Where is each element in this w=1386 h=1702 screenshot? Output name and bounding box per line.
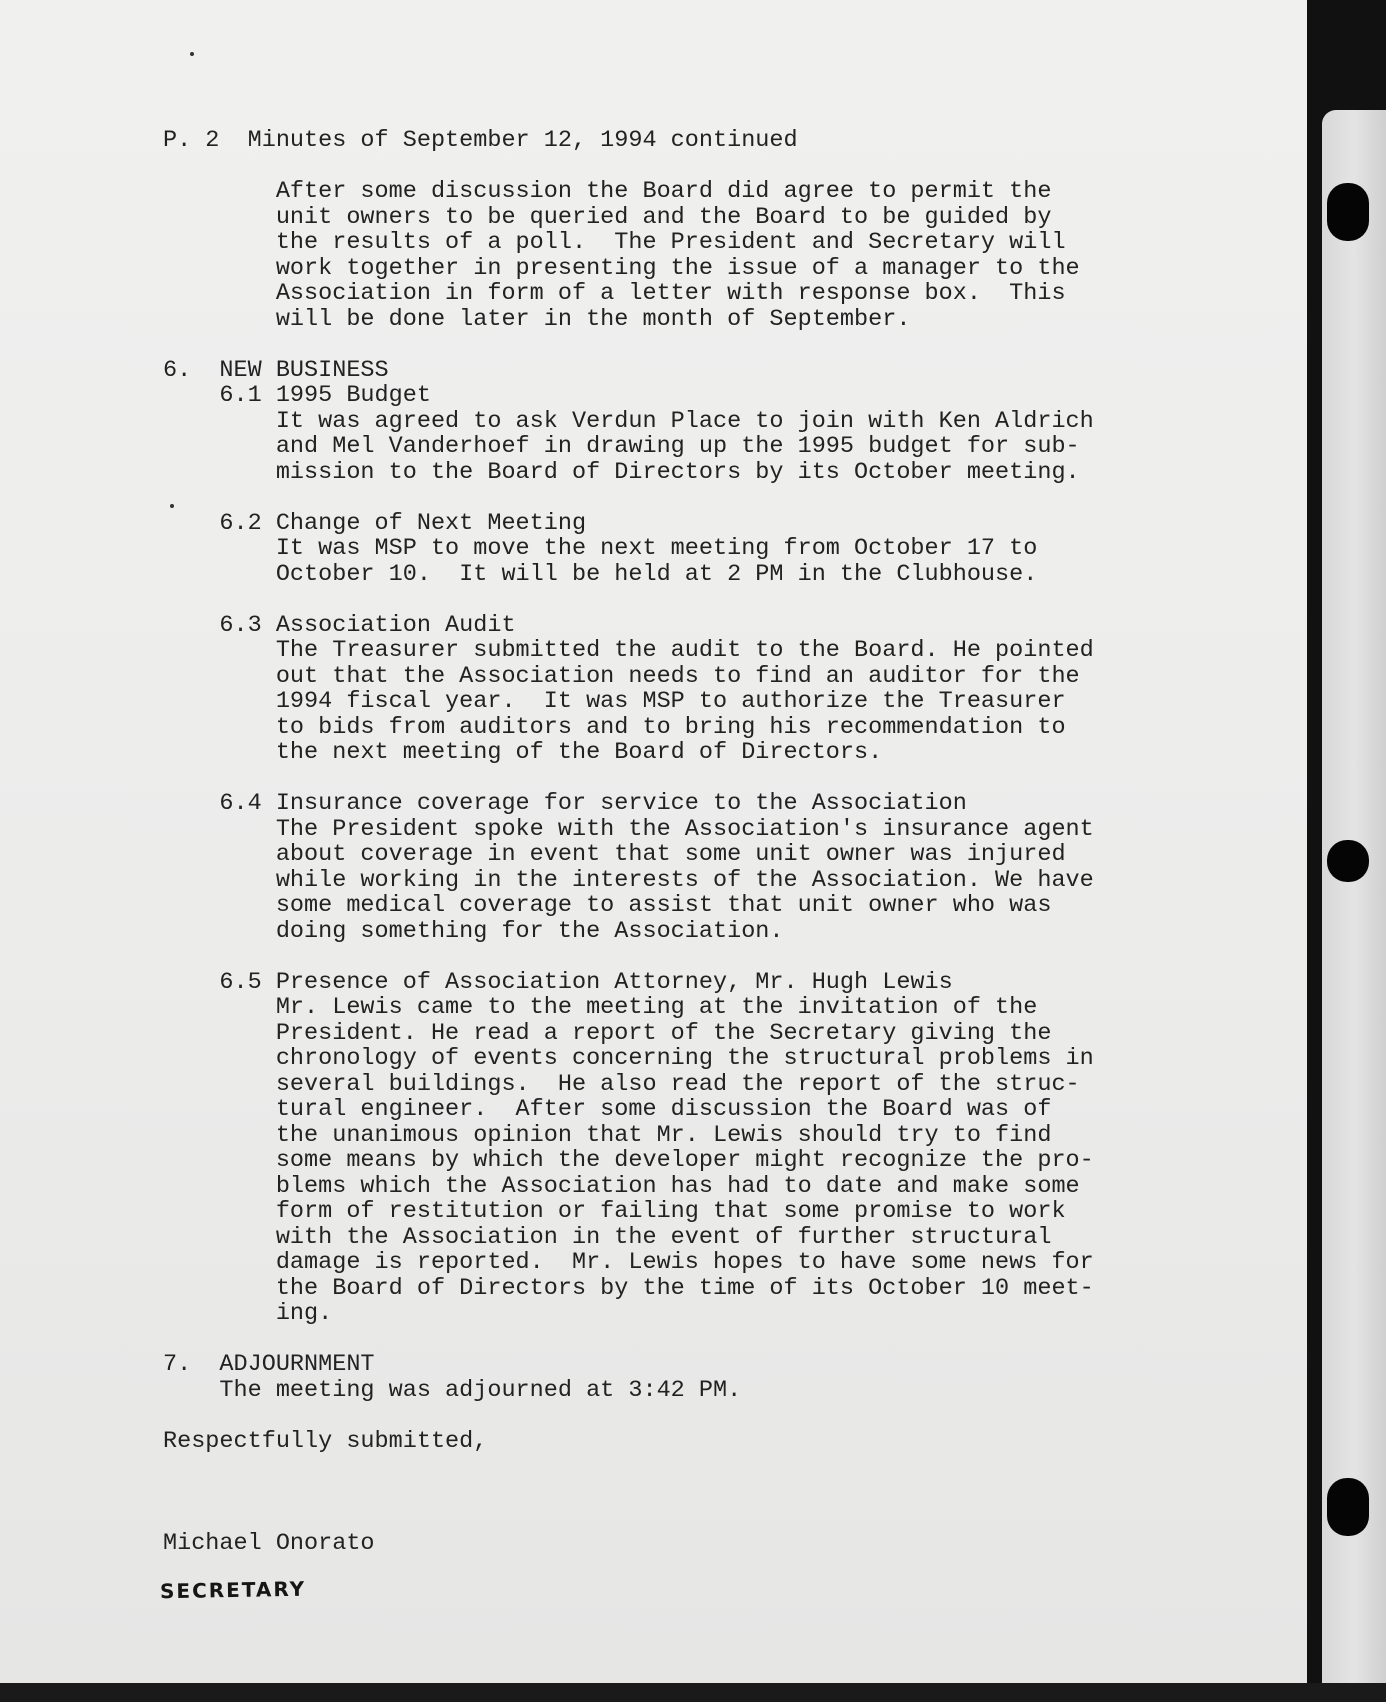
- text-line: some medical coverage to assist that unit owner who was: [163, 892, 1052, 919]
- punch-hole-top: [1327, 183, 1369, 241]
- text-line: about coverage in event that some unit owner was injured: [163, 841, 1066, 868]
- text-line: 7. ADJOURNMENT: [163, 1351, 375, 1378]
- text-line: out that the Association needs to find an auditor for the: [163, 662, 1080, 690]
- punch-hole-bottom: [1327, 1478, 1369, 1536]
- text-line: form of restitution or failing that some promise to work: [163, 1198, 1066, 1225]
- text-line: The President spoke with the Association's insurance agent: [163, 815, 1094, 843]
- text-line: Association in form of a letter with response box. This: [163, 280, 1066, 307]
- speck: [190, 52, 194, 56]
- text-line: to bids from auditors and to bring his recommendation to: [163, 713, 1066, 741]
- text-line: several buildings. He also read the report of the struc-: [163, 1070, 1080, 1098]
- text-line: work together in presenting the issue of a manager to the: [163, 254, 1080, 282]
- text-line: President. He read a report of the Secretary giving the: [163, 1019, 1052, 1047]
- text-line: while working in the interests of the Association. We have: [163, 866, 1094, 894]
- minutes-text: [163, 128, 1094, 1556]
- text-line: Michael Onorato: [163, 1529, 375, 1557]
- punch-hole-middle: [1327, 840, 1369, 882]
- text-line: [163, 1454, 1094, 1480]
- text-line: doing something for the Association.: [163, 917, 784, 945]
- text-line: October 10. It will be held at 2 PM in the Clubhouse.: [163, 560, 1038, 588]
- text-line: mission to the Board of Directors by its October meeting.: [163, 458, 1080, 486]
- bottom-edge: [0, 1683, 1386, 1702]
- text-line: It was MSP to move the next meeting from October 17 to: [163, 535, 1038, 562]
- text-line: [163, 766, 1094, 792]
- secretary-signature: SECRETARY: [159, 1576, 307, 1604]
- text-line: [163, 1403, 1094, 1429]
- text-line: [163, 154, 1094, 180]
- sleeve-strip: [1322, 110, 1386, 1702]
- text-line: [163, 1327, 1094, 1353]
- text-line: 6.3 Association Audit: [163, 611, 516, 639]
- text-line: [163, 485, 1094, 511]
- text-line: 6.5 Presence of Association Attorney, Mr. Hugh Lewis: [163, 968, 953, 996]
- text-line: The Treasurer submitted the audit to the Board. He pointed: [163, 637, 1094, 664]
- text-line: damage is reported. Mr. Lewis hopes to have some news for: [163, 1249, 1094, 1276]
- text-line: The meeting was adjourned at 3:42 PM.: [163, 1376, 742, 1404]
- text-line: 1994 fiscal year. It was MSP to authorize the Treasurer: [163, 688, 1066, 715]
- text-line: 6.1 1995 Budget: [163, 382, 431, 409]
- text-line: [163, 587, 1094, 613]
- text-line: the next meeting of the Board of Directors.: [163, 739, 883, 766]
- text-line: some means by which the developer might recognize the pro-: [163, 1147, 1094, 1174]
- text-line: blems which the Association has had to date and make some: [163, 1172, 1080, 1200]
- text-line: and Mel Vanderhoef in drawing up the 1995 budget for sub-: [163, 433, 1080, 460]
- text-line: [163, 332, 1094, 358]
- text-line: [163, 1480, 1094, 1506]
- text-line: tural engineer. After some discussion the Board was of: [163, 1096, 1052, 1123]
- text-line: 6.2 Change of Next Meeting: [163, 509, 587, 537]
- text-line: Mr. Lewis came to the meeting at the invitation of the: [163, 994, 1038, 1021]
- text-line: P. 2 Minutes of September 12, 1994 continued: [163, 127, 798, 154]
- text-line: unit owners to be queried and the Board to be guided by: [163, 203, 1052, 231]
- text-line: the Board of Directors by the time of its October 10 meet-: [163, 1274, 1094, 1302]
- text-line: 6. NEW BUSINESS: [163, 356, 389, 384]
- text-line: After some discussion the Board did agree to permit the: [163, 178, 1052, 205]
- text-line: [163, 944, 1094, 970]
- text-line: the results of a poll. The President and Secretary will: [163, 229, 1066, 256]
- text-line: It was agreed to ask Verdun Place to join with Ken Aldrich: [163, 407, 1094, 435]
- text-line: [163, 1505, 1094, 1531]
- text-line: with the Association in the event of further structural: [163, 1223, 1052, 1251]
- text-line: Respectfully submitted,: [163, 1427, 488, 1455]
- text-line: ing.: [163, 1300, 333, 1327]
- text-line: 6.4 Insurance coverage for service to the Association: [163, 790, 967, 817]
- text-line: will be done later in the month of September.: [163, 305, 911, 333]
- text-line: chronology of events concerning the structural problems in: [163, 1045, 1094, 1072]
- text-line: the unanimous opinion that Mr. Lewis should try to find: [163, 1121, 1052, 1149]
